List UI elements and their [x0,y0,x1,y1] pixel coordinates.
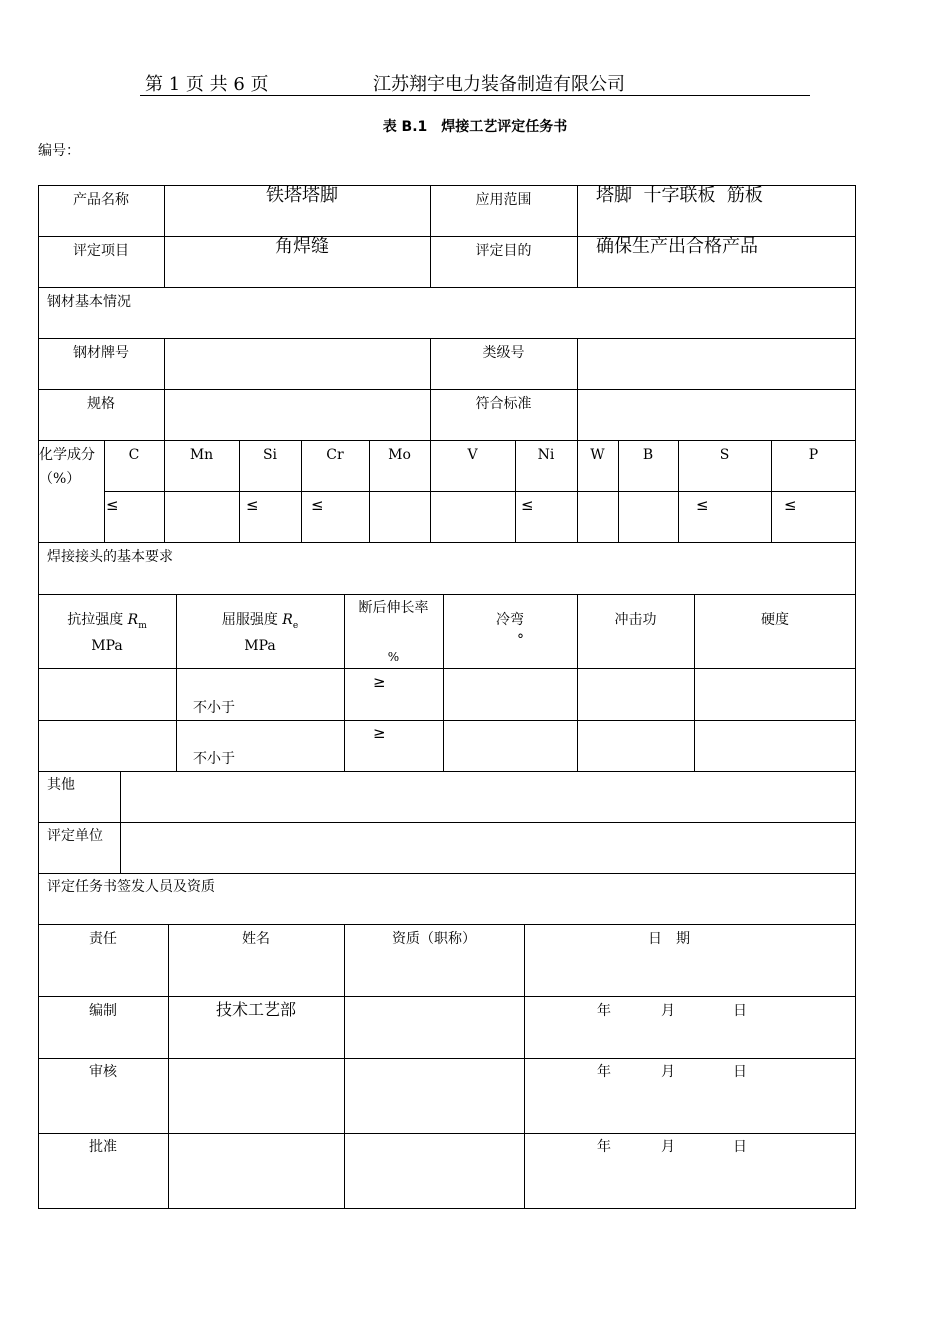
row-divider [38,338,856,339]
eval-purpose-label: 评定目的 [475,243,532,259]
row-divider [38,873,856,874]
compile-label: 编制 [89,1003,117,1019]
ge-symbol-row1: ≥ [373,673,386,691]
row-divider [38,1133,856,1134]
product-name-value: 铁塔塔脚 [266,185,338,206]
col-divider [577,185,578,287]
responsibility-label: 责任 [89,931,117,947]
chem-comp-unit: （%） [39,471,81,487]
steel-grade-label: 钢材牌号 [73,345,129,361]
approve-day: 日 [733,1139,747,1155]
tensile-strength-label: 抗拉强度 $R_m$ [67,612,147,631]
col-divider [524,924,525,1209]
row-divider [38,389,856,390]
ge-symbol-row2: ≥ [373,724,386,742]
impact-energy-label: 冲击功 [614,612,657,628]
application-label: 应用范围 [475,192,532,208]
yield-unit: MPa [244,638,276,654]
element-ni: Ni [537,447,555,463]
row-divider [38,594,856,595]
other-label: 其他 [47,777,75,793]
compile-year: 年 [597,1003,611,1019]
page-indicator: 第 1 页 共 6 页 [145,74,269,95]
le-symbol-s: ≤ [696,496,709,514]
element-p: P [808,447,819,463]
not-less-than-row2: 不小于 [193,751,235,767]
form-title: 表 B.1 焊接工艺评定任务书 [382,119,568,135]
le-symbol-si: ≤ [246,496,259,514]
review-year: 年 [597,1064,611,1080]
col-divider [577,338,578,440]
hardness-label: 硬度 [761,612,789,628]
eval-purpose-value: 确保生产出合格产品 [596,236,758,257]
product-name-label: 产品名称 [73,192,129,208]
spec-label: 规格 [87,396,115,412]
row-divider [38,1058,856,1059]
element-si: Si [262,447,278,463]
header-rule [140,95,810,96]
review-month: 月 [661,1064,675,1080]
cold-bend-unit: ° [517,632,524,648]
review-label: 审核 [89,1064,117,1080]
joint-section-label: 焊接接头的基本要求 [47,549,173,565]
row-divider [38,771,856,772]
steel-section-label: 钢材基本情况 [47,294,131,310]
tensile-unit: MPa [91,638,123,654]
element-s: S [719,447,730,463]
row-divider [104,491,856,492]
yield-strength-label: 屈服强度 $R_e$ [221,612,299,631]
approve-year: 年 [597,1139,611,1155]
col-divider [344,594,345,771]
qualification-label: 资质（职称） [392,931,476,947]
elongation-label: 断后伸长率 [358,600,429,616]
eval-unit-label: 评定单位 [47,828,103,844]
element-w: W [590,447,605,463]
elongation-unit: % [387,650,400,664]
company-name: 江苏翔宇电力装备制造有限公司 [373,74,625,95]
element-mn: Mn [189,447,214,463]
cold-bend-label: 冷弯 [496,612,524,628]
approve-month: 月 [661,1139,675,1155]
issuer-section-label: 评定任务书签发人员及资质 [47,879,215,895]
application-value: 塔脚 十字联板 筋板 [596,185,763,206]
approve-label: 批准 [89,1139,117,1155]
doc-number-label: 编号： [38,143,80,159]
row-divider [38,822,856,823]
element-v: V [467,447,478,463]
name-label: 姓名 [242,931,270,947]
le-symbol-p: ≤ [784,496,797,514]
col-divider [120,771,121,873]
le-symbol-ni: ≤ [521,496,534,514]
standard-label: 符合标准 [475,396,532,412]
le-symbol-c: ≤ [106,496,119,514]
compile-name: 技术工艺部 [215,1000,296,1019]
row-divider [38,287,856,288]
row-divider [38,542,856,543]
review-day: 日 [733,1064,747,1080]
row-divider [38,924,856,925]
chem-comp-label: 化学成分 [39,447,95,463]
compile-day: 日 [733,1003,747,1019]
not-less-than-row1: 不小于 [193,700,235,716]
col-divider [168,924,169,1209]
row-divider [38,996,856,997]
le-symbol-cr: ≤ [311,496,324,514]
class-no-label: 类级号 [482,345,525,361]
col-divider [164,338,165,440]
date-label: 日 期 [648,931,690,947]
element-mo: Mo [388,447,411,463]
eval-item-value: 角焊缝 [275,236,329,257]
element-c: C [128,447,140,463]
row-divider [38,440,856,441]
eval-item-label: 评定项目 [73,243,129,259]
row-divider [38,668,856,669]
row-divider [38,720,856,721]
element-cr: Cr [326,447,344,463]
compile-month: 月 [661,1003,675,1019]
col-divider [344,924,345,1209]
element-b: B [642,447,654,463]
